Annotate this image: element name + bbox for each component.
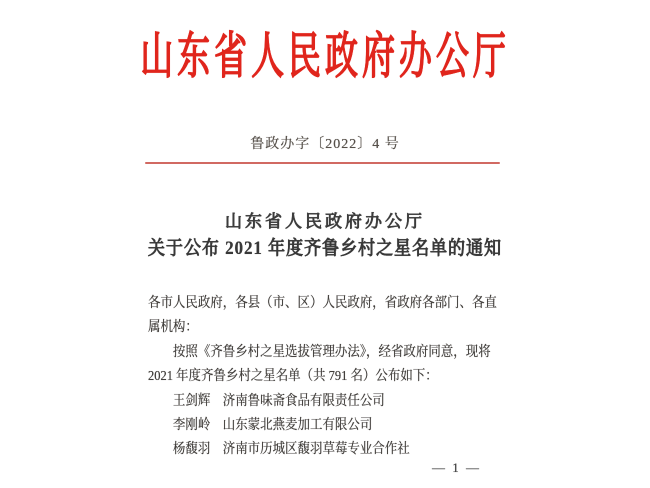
- document-body: [148, 292, 588, 463]
- red-divider-rule: [145, 162, 500, 164]
- page-number: — 1 —: [432, 460, 481, 475]
- list-item-awardee-2: 李刚岭 山东蒙北燕麦加工有限公司: [172, 418, 373, 434]
- body-line-salutation-2: 属机构：: [148, 320, 198, 336]
- body-line-salutation-1: 各市人民政府，各县（市、区）人民政府，省政府各部门、各直: [148, 296, 497, 311]
- document-number: 鲁政办字〔2022〕4 号: [250, 137, 400, 152]
- letterhead-title: 山东省人民政府办公厅: [140, 28, 510, 84]
- title-subject: 关于公布 2021 年度齐鲁乡村之星名单的通知: [147, 238, 503, 259]
- body-line-paragraph-2: 2021 年度齐鲁乡村之星名单（共 791 名）公布如下：: [148, 369, 438, 385]
- list-item-awardee-1: 王剑辉 济南鲁味斋食品有限责任公司: [172, 393, 385, 409]
- body-line-paragraph-1: 按照《齐鲁乡村之星选拔管理办法》，经省政府同意，现将: [172, 344, 491, 360]
- title-issuing-org: 山东省人民政府办公厅: [225, 212, 425, 231]
- list-item-awardee-3: 杨馥羽 济南市历城区馥羽草莓专业合作社: [172, 442, 410, 458]
